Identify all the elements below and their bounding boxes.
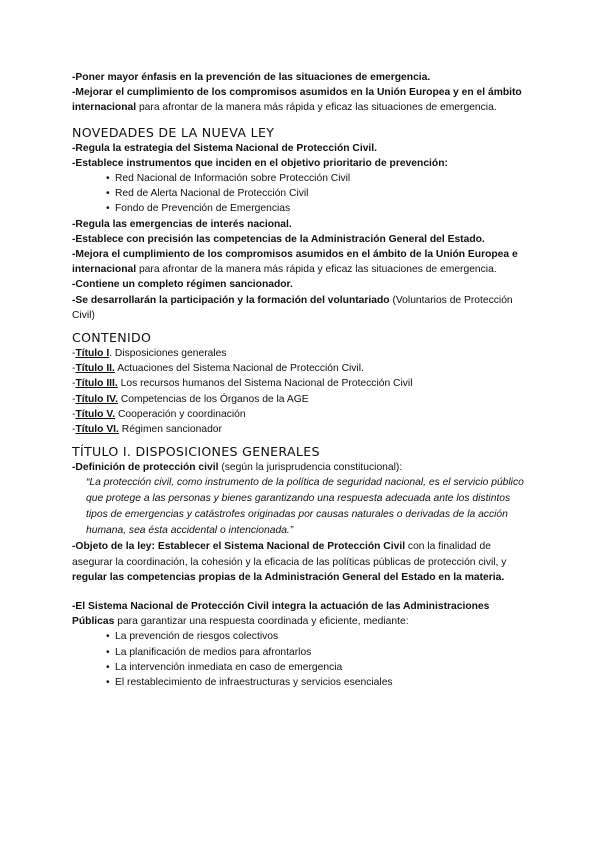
heading-contenido: CONTENIDO [72, 330, 152, 346]
para-competencias-age: -Establece con precisión las competencias de la Administración General del Estado. [72, 233, 485, 245]
list-instrumentos [72, 171, 534, 217]
list-item: • Red Nacional de Información sobre Protección Civil [106, 171, 534, 186]
list-item: • Fondo de Prevención de Emergencias [106, 201, 534, 216]
titulo-label: Título I [75, 348, 110, 360]
para-voluntariado-rest: (Voluntarios de Protección Civil) [72, 294, 513, 321]
contenido-item: -Título III. Los recursos humanos del Sistema Nacional de Protección Civil [72, 378, 413, 390]
titulo-desc: Régimen sancionador [118, 424, 222, 436]
para-mejorar-rest: para afrontar de la manera más rápida y eficaz las situaciones de emergencia. [136, 102, 497, 114]
list-respuesta [72, 629, 534, 690]
list-item: • El restablecimiento de infraestructuras y servicios esenciales [106, 675, 534, 690]
para-definicion-rest: (según la jurisprudencia constitucional): [218, 462, 403, 474]
para-definicion [72, 460, 534, 475]
para-regula-estrategia: -Regula la estrategia del Sistema Nacional de Protección Civil. [72, 142, 378, 154]
heading-novedades: NOVEDADES DE LA NUEVA LEY [72, 124, 275, 140]
titulo-desc: Actuaciones del Sistema Nacional de Protección Civil. [114, 363, 364, 375]
titulo-desc: Competencias de los Órganos de la AGE [117, 393, 309, 405]
titulo-label: Título VI. [75, 424, 119, 436]
list-item: • La intervención inmediata en caso de emergencia [106, 660, 534, 675]
para-objeto-bold: -Objeto de la ley: Establecer el Sistema Nacional de Protección Civil [72, 541, 406, 553]
list-item: • La prevención de riesgos colectivos [106, 629, 534, 644]
titulo-label: Título IV. [75, 393, 118, 405]
para-definicion-bold: -Definición de protección civil [72, 462, 219, 474]
para-establece-instrumentos: -Establece instrumentos que inciden en el objetivo prioritario de prevención: [72, 157, 448, 169]
contenido-item: -Título V. Cooperación y coordinación [72, 408, 246, 420]
titulo-label: Título II. [75, 363, 115, 375]
para-sistema-rest: para garantizar una respuesta coordinada y eficiente, mediante: [114, 616, 409, 628]
titulo-label: Título III. [75, 378, 118, 390]
para-voluntariado [72, 293, 534, 323]
para-voluntariado-bold: -Se desarrollarán la participación y la formación del voluntariado [72, 294, 390, 306]
para-mejorar [72, 85, 534, 115]
para-mejora-cumplimiento [72, 247, 534, 277]
para-regimen: -Contiene un completo régimen sancionador. [72, 279, 293, 291]
contenido-item: -Título II. Actuaciones del Sistema Nacional de Protección Civil. [72, 363, 364, 375]
para-mejora-bold: -Mejora el cumplimiento de los compromisos asumidos en el ámbito de la Unión Europea e internacional [72, 249, 518, 276]
para-mejorar-bold: -Mejorar el cumplimiento de los compromisos asumidos en la Unión Europea y en el ámbito internacional [72, 87, 522, 114]
heading-titulo-i: TÍTULO I. DISPOSICIONES GENERALES [72, 444, 320, 460]
para-sistema-nacional [72, 599, 534, 629]
list-item: • La planificación de medios para afrontarlos [106, 645, 534, 660]
contenido-item: -Título I. Disposiciones generales [72, 348, 227, 360]
contenido-item: -Título IV. Competencias de los Órganos de la AGE [72, 393, 309, 405]
para-objeto-bold2: regular las competencias propias de la Administración General del Estado en la materia. [72, 571, 505, 583]
titulo-desc: Cooperación y coordinación [115, 408, 246, 420]
titulo-desc: Los recursos humanos del Sistema Nacional de Protección Civil [117, 378, 413, 390]
para-mejora-rest: para afrontar de la manera más rápida y eficaz las situaciones de emergencia. [136, 264, 497, 276]
document-page [72, 70, 534, 690]
quote-definicion: “La protección civil, como instrumento de la política de seguridad nacional, es el servicio público que protege a las personas y bienes garantizando una respuesta adecuada ante los distintos tipos de emergencias y catástrofes originadas por causas naturales o derivadas de la acción humana, sea ésta accidental o intencionada.” [86, 477, 524, 537]
para-sistema-bold: -El Sistema Nacional de Protección Civil integra la actuación de las Administraciones Públicas [72, 601, 490, 628]
para-regula-emergencias: -Regula las emergencias de interés nacional. [72, 218, 292, 230]
para-objeto-rest: con la finalidad de asegurar la coordinación, la cohesión y la eficacia de las políticas públicas de protección civil, y [72, 541, 507, 568]
list-item: • Red de Alerta Nacional de Protección Civil [106, 186, 534, 201]
para-objeto-ley [72, 539, 534, 585]
contenido-item: -Título VI. Régimen sancionador [72, 424, 222, 436]
para-prevencion: -Poner mayor énfasis en la prevención de las situaciones de emergencia. [72, 72, 431, 83]
titulo-desc: . Disposiciones generales [109, 348, 227, 360]
titulo-label: Título V. [75, 408, 116, 420]
